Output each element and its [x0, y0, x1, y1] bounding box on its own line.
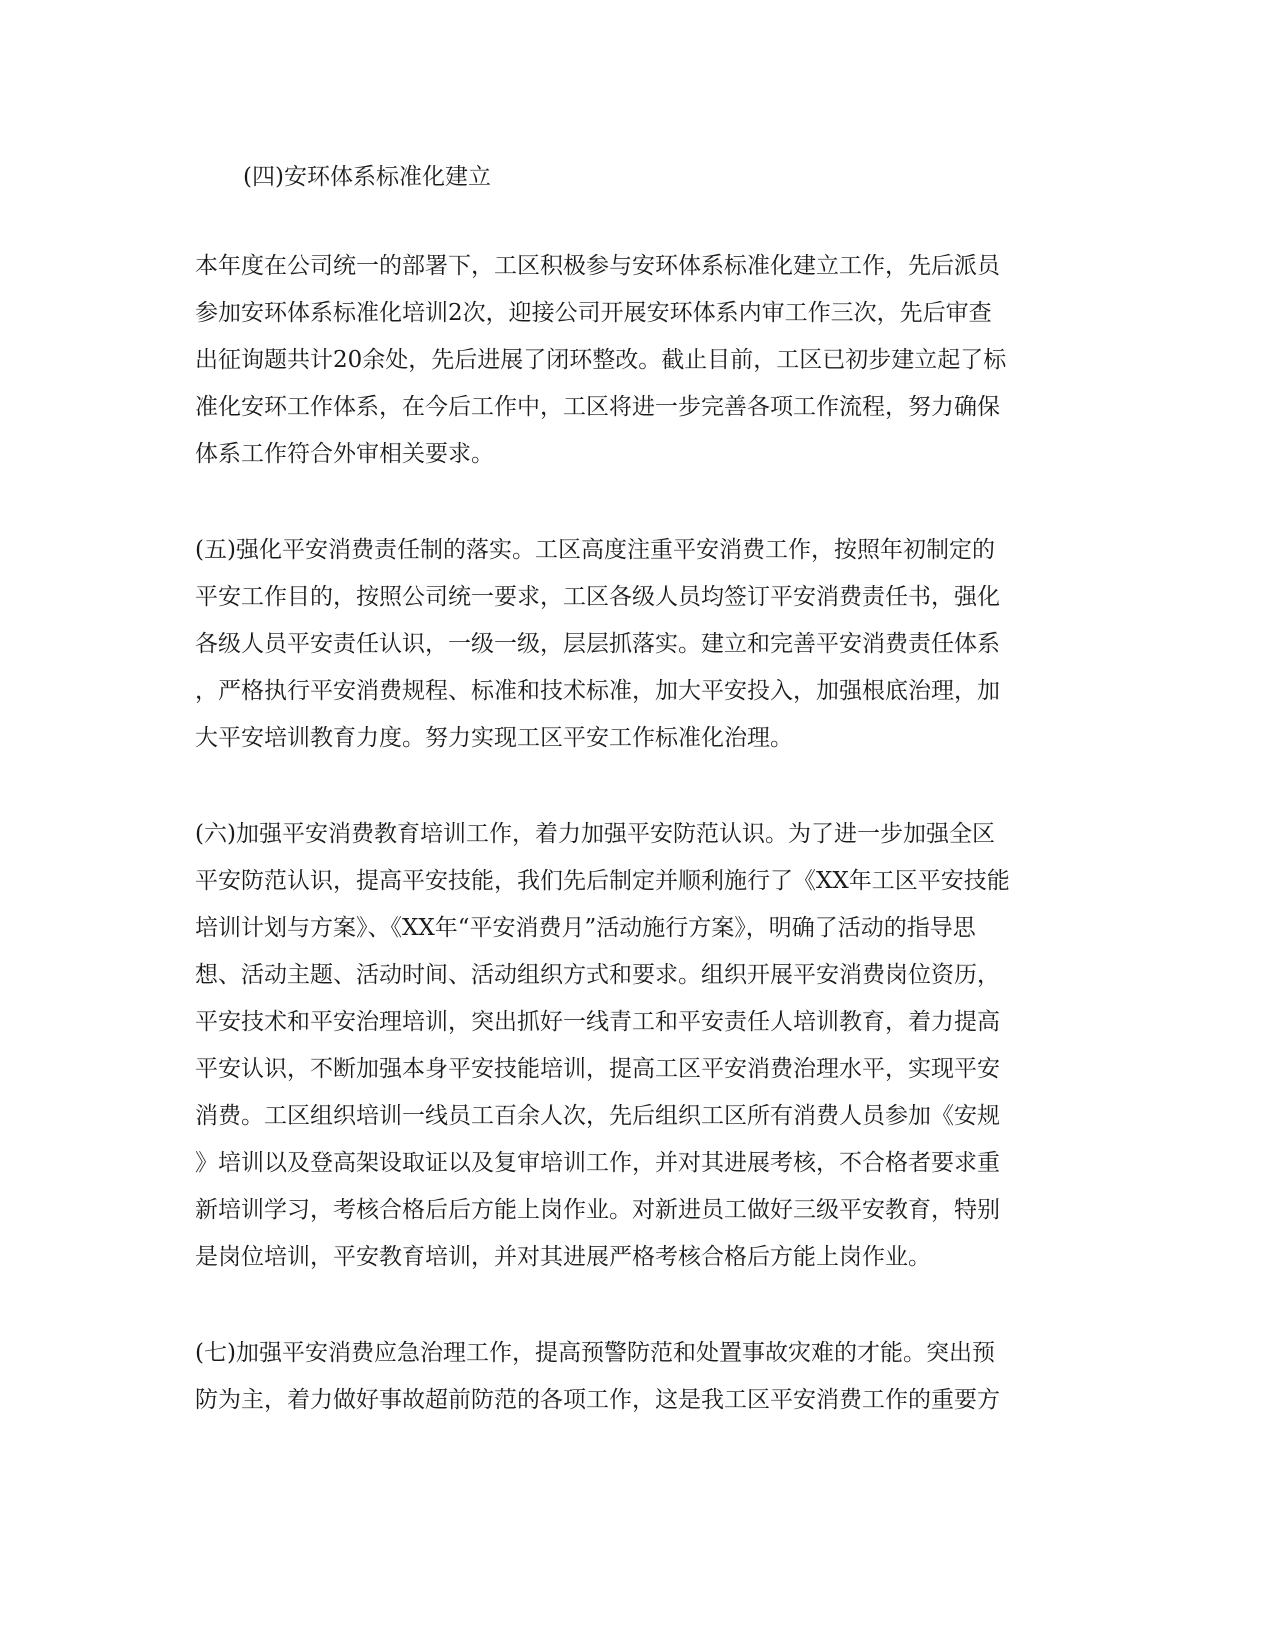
text-line: 出征询题共计20余处，先后进展了闭环整改。截止目前，工区已初步建立起了标 [195, 347, 1007, 373]
text-line: 平安技术和平安治理培训，突出抓好一线青工和平安责任人培训教育，着力提高 [195, 1009, 1000, 1035]
text-line: 新培训学习，考核合格后后方能上岗作业。对新进员工做好三级平安教育，特别 [195, 1197, 1000, 1223]
text-line: 本年度在公司统一的部署下，工区积极参与安环体系标准化建立工作，先后派员 [195, 253, 1000, 279]
text-line: 大平安培训教育力度。努力实现工区平安工作标准化治理。 [195, 725, 793, 751]
text-line: 平安防范认识，提高平安技能，我们先后制定并顺利施行了《XX年工区平安技能 [195, 868, 1010, 894]
text-line: 培训计划与方案》、《XX年“平安消费月”活动施行方案》，明确了活动的指导思 [195, 915, 976, 941]
text-line: (六)加强平安消费教育培训工作，着力加强平安防范认识。为了进一步加强全区 [195, 821, 995, 847]
text-line: (七)加强平安消费应急治理工作，提高预警防范和处置事故灾难的才能。突出预 [195, 1340, 995, 1366]
text-line: 各级人员平安责任认识，一级一级，层层抓落实。建立和完善平安消费责任体系 [195, 631, 1000, 657]
text-line: (五)强化平安消费责任制的落实。工区高度注重平安消费工作，按照年初制定的 [195, 537, 995, 563]
text-line: 想、活动主题、活动时间、活动组织方式和要求。组织开展平安消费岗位资历， [195, 962, 1000, 988]
text-line: 消费。工区组织培训一线员工百余人次，先后组织工区所有消费人员参加《安规 [195, 1103, 1000, 1129]
text-line: 平安认识，不断加强本身平安技能培训，提高工区平安消费治理水平，实现平安 [195, 1056, 1000, 1082]
section-heading: (四)安环体系标准化建立 [243, 164, 491, 190]
text-line: 体系工作符合外审相关要求。 [195, 441, 494, 467]
text-line: 平安工作目的，按照公司统一要求，工区各级人员均签订平安消费责任书，强化 [195, 584, 1000, 610]
text-line: 参加安环体系标准化培训2次，迎接公司开展安环体系内审工作三次，先后审查 [195, 300, 992, 326]
text-line: ，严格执行平安消费规程、标准和技术标准，加大平安投入，加强根底治理，加 [195, 678, 1000, 704]
text-line: 准化安环工作体系，在今后工作中，工区将进一步完善各项工作流程，努力确保 [195, 394, 1000, 420]
text-line: 是岗位培训，平安教育培训，并对其进展严格考核合格后方能上岗作业。 [195, 1244, 931, 1270]
text-line: 》培训以及登高架设取证以及复审培训工作，并对其进展考核，不合格者要求重 [195, 1150, 1000, 1176]
text-line: 防为主，着力做好事故超前防范的各项工作，这是我工区平安消费工作的重要方 [195, 1387, 1000, 1413]
